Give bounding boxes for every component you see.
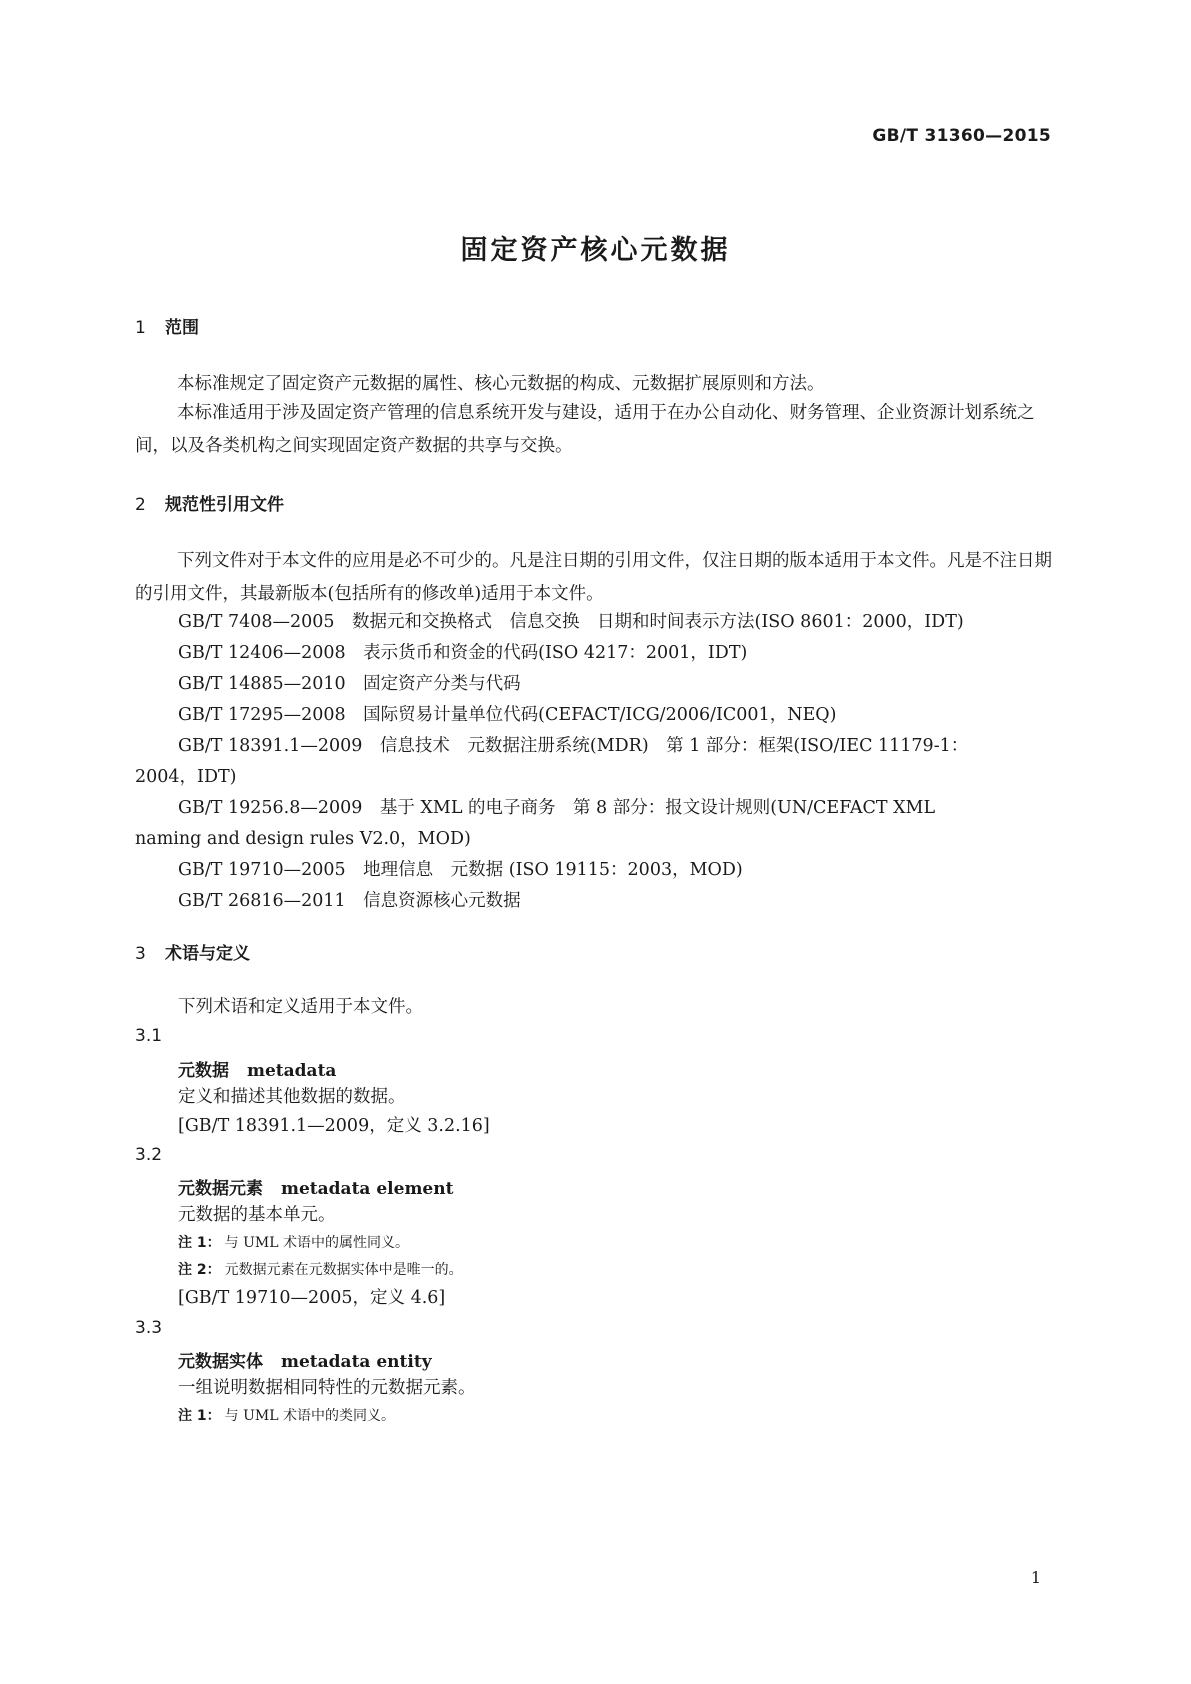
term-definition: 元数据的基本单元。 bbox=[178, 1205, 336, 1225]
normative-ref-continuation: 2004，IDT) bbox=[135, 767, 237, 787]
note-label: 注 1： bbox=[178, 1408, 221, 1424]
scope-paragraph-2: 本标准适用于涉及固定资产管理的信息系统开发与建设，适用于在办公自动化、财务管理、企业资源计划系统之间，以及各类机构之间实现固定资产数据的共享与交换。 bbox=[135, 403, 1035, 456]
section-title: 范围 bbox=[165, 318, 199, 338]
term-note bbox=[178, 1259, 463, 1279]
term-en: metadata element bbox=[281, 1179, 454, 1199]
normative-ref: GB/T 12406—2008 表示货币和资金的代码(ISO 4217：2001，IDT) bbox=[178, 643, 748, 663]
note-text: 元数据元素在元数据实体中是唯一的。 bbox=[224, 1262, 463, 1278]
term-heading bbox=[178, 1056, 336, 1081]
term-definition: 定义和描述其他数据的数据。 bbox=[178, 1087, 406, 1107]
section-title: 规范性引用文件 bbox=[165, 495, 284, 515]
note-text: 与 UML 术语中的属性同义。 bbox=[224, 1235, 409, 1251]
scope-paragraph-1: 本标准规定了固定资产元数据的属性、核心元数据的构成、元数据扩展原则和方法。 bbox=[177, 374, 825, 394]
section-number: 3 bbox=[135, 944, 146, 964]
term-number: 3.2 bbox=[135, 1145, 163, 1165]
term-source: [GB/T 19710—2005，定义 4.6] bbox=[178, 1288, 446, 1308]
section-number: 1 bbox=[135, 318, 146, 338]
section-heading-normative bbox=[135, 490, 284, 515]
normative-ref: GB/T 18391.1—2009 信息技术 元数据注册系统(MDR) 第 1 部分：框架(ISO/IEC 11179-1： bbox=[178, 736, 969, 756]
section-title: 术语与定义 bbox=[165, 944, 250, 964]
section-heading-scope bbox=[135, 313, 199, 338]
term-heading bbox=[178, 1347, 432, 1372]
note-text: 与 UML 术语中的类同义。 bbox=[224, 1408, 395, 1424]
term-definition: 一组说明数据相同特性的元数据元素。 bbox=[178, 1378, 476, 1398]
term-zh: 元数据实体 bbox=[178, 1352, 263, 1372]
normative-ref-continuation: naming and design rules V2.0，MOD) bbox=[135, 829, 471, 849]
term-heading bbox=[178, 1174, 453, 1199]
normative-intro: 下列文件对于本文件的应用是必不可少的。凡是注日期的引用文件，仅注日期的版本适用于本文件。凡是不注日期的引用文件，其最新版本(包括所有的修改单)适用于本文件。 bbox=[135, 551, 1052, 604]
section-heading-terms bbox=[135, 939, 250, 964]
section-number: 2 bbox=[135, 495, 146, 515]
term-zh: 元数据元素 bbox=[178, 1179, 263, 1199]
term-note bbox=[178, 1232, 409, 1252]
term-note bbox=[178, 1405, 395, 1425]
note-label: 注 2： bbox=[178, 1262, 221, 1278]
normative-ref: GB/T 19710—2005 地理信息 元数据 (ISO 19115：2003，MOD) bbox=[178, 860, 743, 880]
normative-ref: GB/T 14885—2010 固定资产分类与代码 bbox=[178, 674, 521, 694]
term-number: 3.1 bbox=[135, 1026, 163, 1046]
document-title: 固定资产核心元数据 bbox=[460, 235, 731, 266]
term-en: metadata entity bbox=[281, 1352, 432, 1372]
term-zh: 元数据 bbox=[178, 1061, 229, 1081]
term-en: metadata bbox=[247, 1061, 337, 1081]
normative-ref: GB/T 19256.8—2009 基于 XML 的电子商务 第 8 部分：报文设计规则(UN/CEFACT XML bbox=[178, 798, 936, 818]
normative-ref: GB/T 7408—2005 数据元和交换格式 信息交换 日期和时间表示方法(ISO 8601：2000，IDT) bbox=[178, 612, 964, 632]
term-number: 3.3 bbox=[135, 1318, 163, 1338]
normative-ref: GB/T 17295—2008 国际贸易计量单位代码(CEFACT/ICG/2006/IC001，NEQ) bbox=[178, 705, 837, 725]
normative-ref: GB/T 26816—2011 信息资源核心元数据 bbox=[178, 891, 521, 911]
note-label: 注 1： bbox=[178, 1235, 221, 1251]
page-number: 1 bbox=[1030, 1568, 1041, 1587]
standard-code: GB/T 31360—2015 bbox=[872, 126, 1051, 146]
term-source: [GB/T 18391.1—2009，定义 3.2.16] bbox=[178, 1116, 490, 1136]
terms-intro: 下列术语和定义适用于本文件。 bbox=[178, 997, 423, 1017]
